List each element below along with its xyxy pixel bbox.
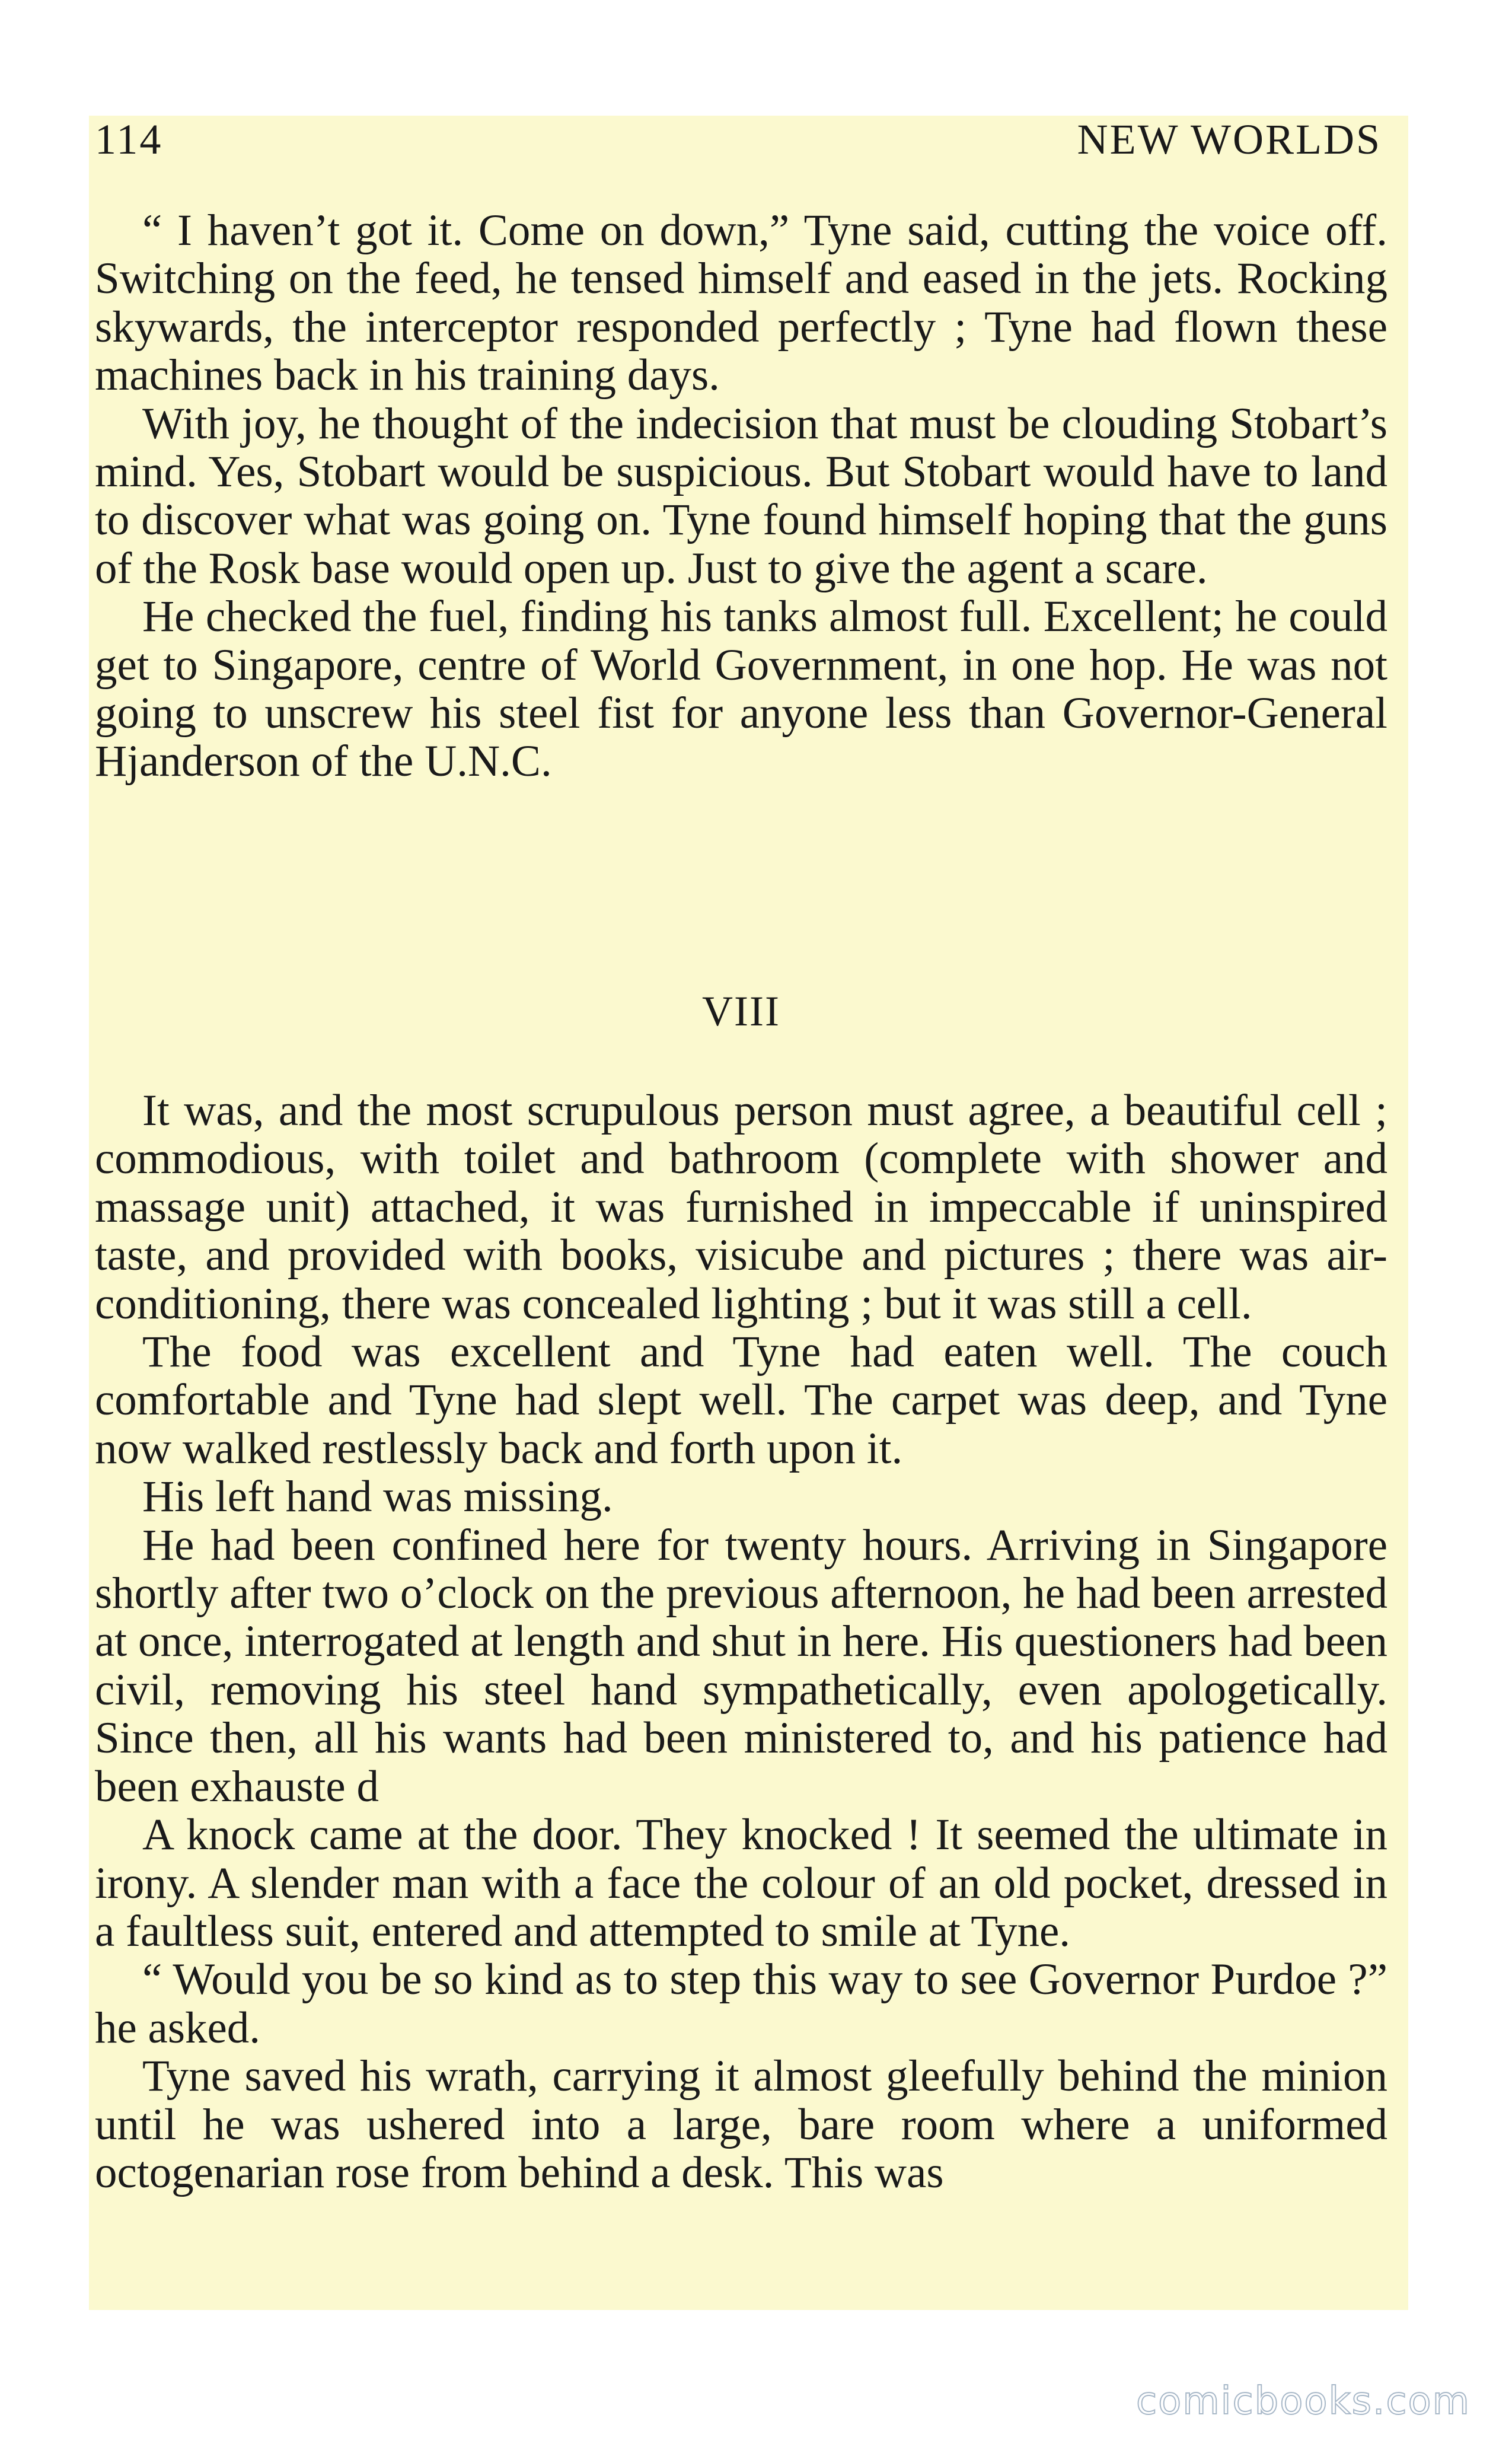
page-number: 114 xyxy=(95,115,163,163)
paragraph: His left hand was missing. xyxy=(142,1472,613,1522)
paragraph: The food was excellent and Tyne had eaten well. The couch comfortable and Tyne had slept well. The carpet was deep, and Tyne now walked restlessly back and forth upon it. xyxy=(95,1327,1387,1473)
running-header xyxy=(95,107,1382,172)
paragraph: Tyne saved his wrath, carrying it almost gleefully behind the minion until he was ushered into a large, bare room where a uniformed octogenarian rose from behind a desk. This was xyxy=(95,2051,1387,2197)
paragraph: A knock came at the door. They knocked ! It seemed the ultimate in irony. A slender man with a face the colour of an old pocket, dressed in a faultless suit, entered and attempted to smile at Tyne. xyxy=(95,1810,1387,1956)
paragraph: With joy, he thought of the indecision that must be clouding Stobart’s mind. Yes, Stobart would be suspicious. But Stobart would have to land to discover what was going on. Tyne found himself hoping that the guns of the Rosk base would open up. Just to give the agent a scare. xyxy=(95,399,1387,593)
paragraph: He checked the fuel, finding his tanks almost full. Excellent; he could get to Singapore, centre of World Government, in one hop. He was not going to unscrew his steel fist for anyone less than Governor-General Hjanderson of the U.N.C. xyxy=(95,592,1387,786)
watermark: comicbooks.com xyxy=(1135,2379,1470,2423)
section-two-text xyxy=(95,1087,1387,2197)
chapter-heading: VIII xyxy=(702,987,780,1035)
paragraph: “ Would you be so kind as to step this way to see Governor Purdoe ?” he asked. xyxy=(95,1955,1387,2053)
paragraph: He had been confined here for twenty hours. Arriving in Singapore shortly after two o’clock on the previous afternoon, he had been arrested at once, interrogated at length and shut in here. His questioners had been civil, removing his steel hand sympathetically, even apologetically. Since then, all his wants had been ministered to, and his patience had been exhauste d xyxy=(95,1520,1387,1811)
paragraph: “ I haven’t got it. Come on down,” Tyne said, cutting the voice off. Switching on the feed, he tensed himself and eased in the jets. Rocking skywards, the interceptor responded perfectly ; Tyne had flown these machines back in his training days. xyxy=(95,206,1387,400)
section-one-text xyxy=(95,206,1387,786)
running-title: NEW WORLDS xyxy=(1077,115,1382,163)
paragraph: It was, and the most scrupulous person must agree, a beautiful cell ; commodious, with toilet and bathroom (complete with shower and massage unit) attached, it was furnished in impeccable if uninspired taste, and provided with books, visicube and pictures ; there was air-conditioning, there was concealed lighting ; but it was still a cell. xyxy=(95,1086,1387,1328)
